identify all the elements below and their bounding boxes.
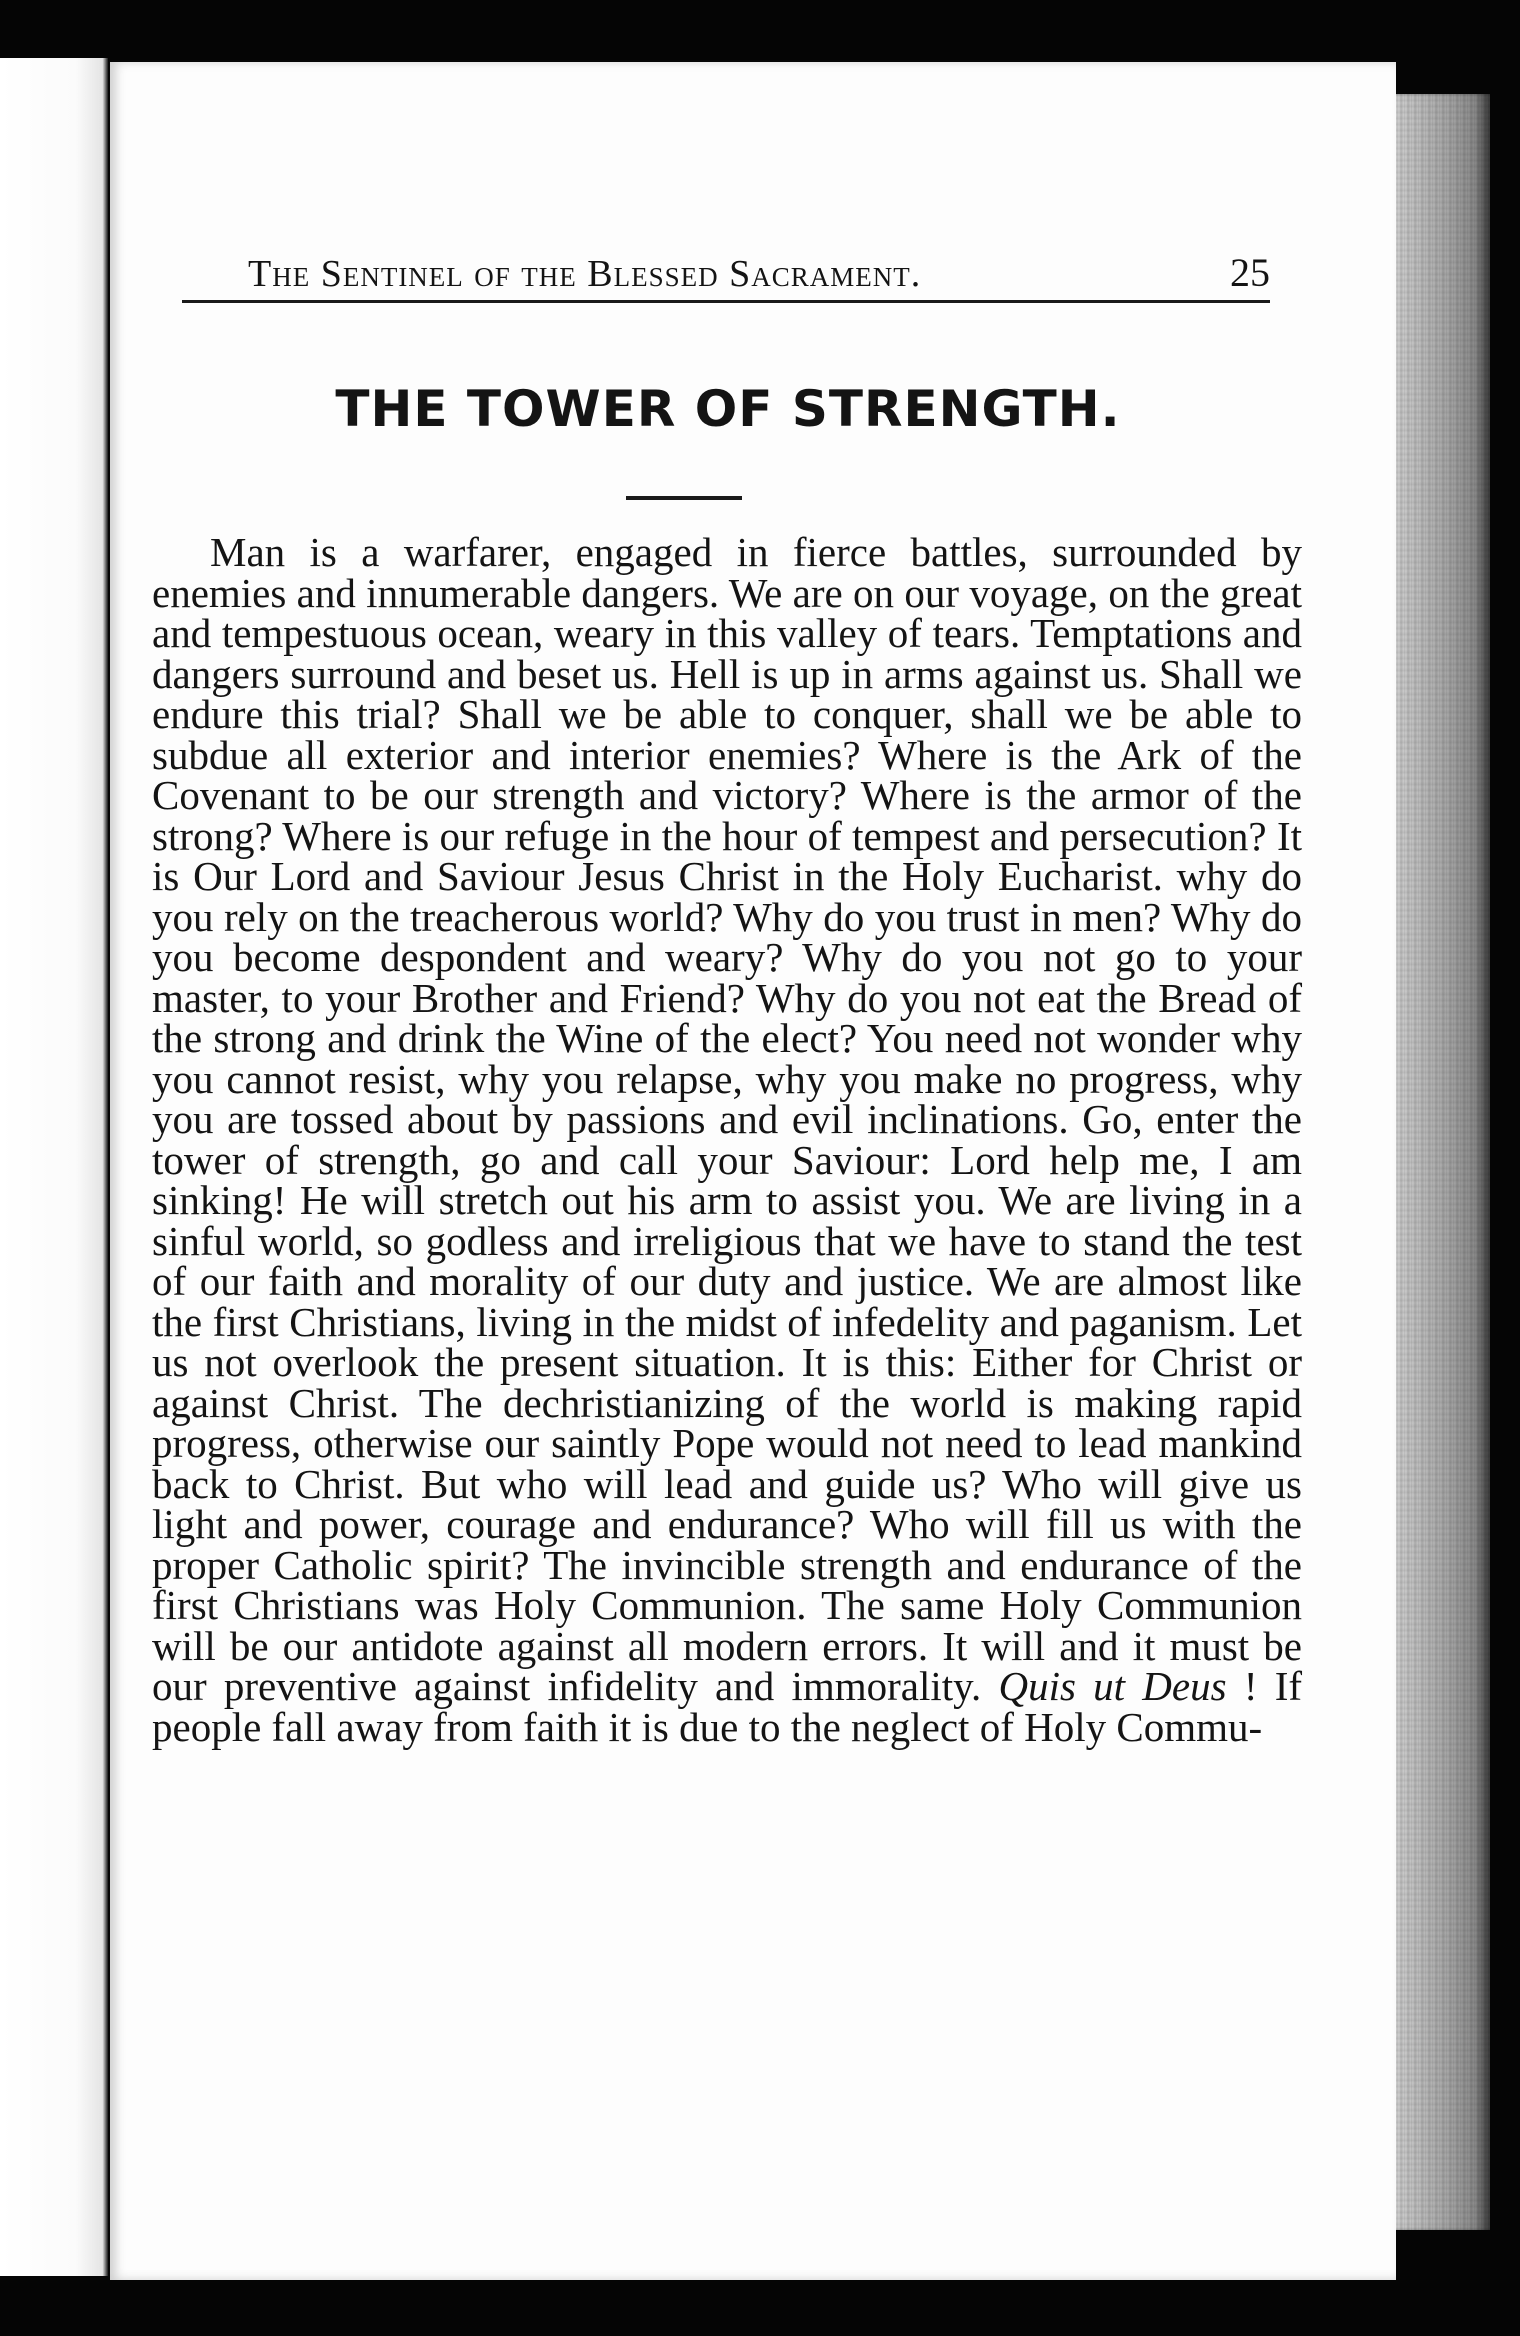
previous-page-edge <box>0 58 108 2276</box>
running-head-title: The Sentinel of the Blessed Sacrament. <box>248 253 922 295</box>
title-rule <box>626 496 742 500</box>
book-page <box>110 62 1396 2280</box>
page-stack-edge <box>1390 94 1490 2230</box>
page-number: 25 <box>1230 250 1270 295</box>
running-head <box>182 250 1270 303</box>
latin-quote: Quis ut Deus <box>998 1663 1227 1709</box>
article-body <box>152 529 1303 2152</box>
article-body-text: Man is a warfarer, engaged in fierce battles, surrounded by enemies and innumerable dangers. We are on our voyage, on the great and tempestuous ocean, weary in this valley of tears. Temptations and dangers surround and beset us. Hell is up in arms against us. Shall we endure this trial? Shall we be able to conquer, shall we be able to subdue all exterior and interior enemies? Where is the Ark of the Covenant to be our strength and victory? Where is the armor of the strong? Where is our refuge in the hour of tempest and persecution? It is Our Lord and Saviour Jesus Christ in the Holy Eucharist. why do you rely on the treacherous world? Why do you trust in men? Why do you become despondent and weary? Why do you not go to your master, to your Brother and Friend? Why do you not eat the Bread of the strong and drink the Wine of the elect? You need not wonder why you cannot resist, why you relapse, why you make no progress, why you are tossed about by passions and evil inclinations. Go, enter the tower of strength, go and call your Saviour: Lord help me, I am sinking! He will stretch out his arm to assist you. We are living in a sinful world, so godless and irreligious that we have to stand the test of our faith and morality of our duty and justice. We are almost like the first Christians, living in the midst of infedelity and paganism. Let us not overlook the present situation. It is this: Either for Christ or against Christ. The dechristianizing of the world is making rapid progress, otherwise our saintly Pope would not need to lead mankind back to Christ. But who will lead and guide us? Who will give us light and power, courage and endurance? Who will fill us with the proper Catholic spirit? The invincible strength and endurance of the first Christians was Holy Communion. The same Holy Communion will be our antidote against all modern errors. It will and it must be our preventive against infidelity and immorality. <box>152 529 1302 1709</box>
article-title: THE TOWER OF STRENGTH. <box>335 380 1121 438</box>
article-body-continuation: ! If people fall away from faith it is due to the neglect of Holy Commu- <box>152 1663 1303 1750</box>
